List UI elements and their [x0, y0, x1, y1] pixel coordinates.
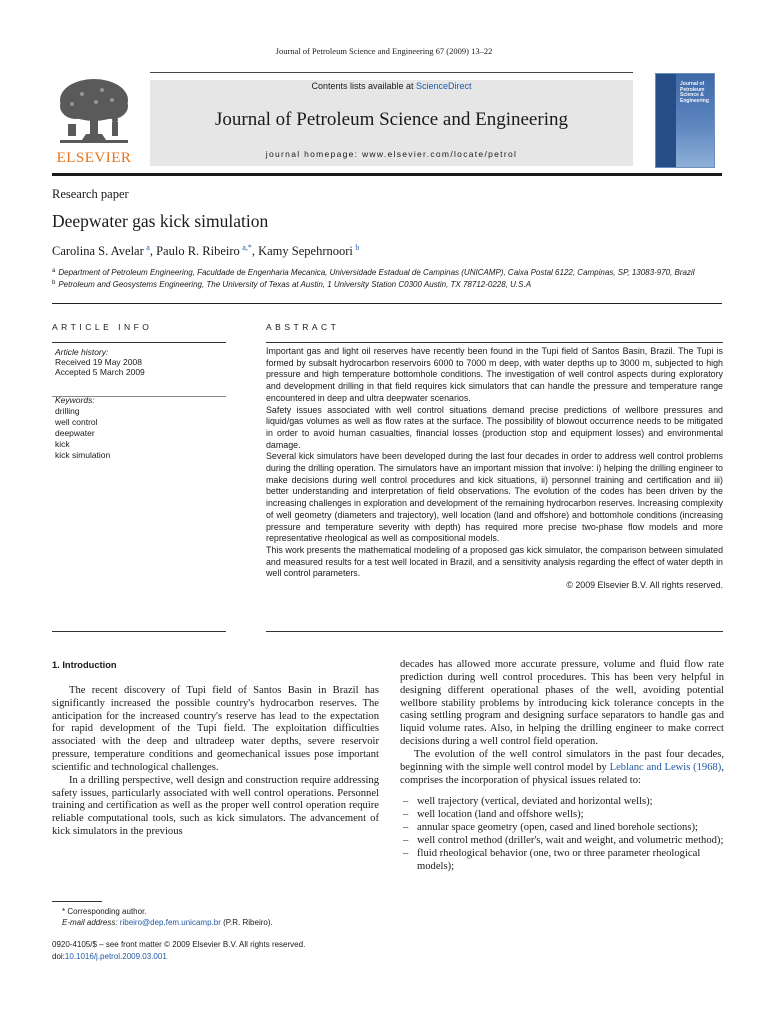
abstract-heading: ABSTRACT — [266, 322, 340, 332]
accepted-date: Accepted 5 March 2009 — [55, 367, 145, 377]
author-affiliation-mark[interactable]: a — [146, 243, 150, 252]
affiliation-mark: a — [52, 268, 56, 274]
author-name[interactable]: Carolina S. Avelar — [52, 244, 144, 259]
body-paragraph: decades has allowed more accurate pressure, volume and fluid flow rate prediction during well control procedures. This has been very helpful in designing different operational phases of the well, avoiding potential wellbore stability problems by introducing kick tolerance concepts in the casing settling program and designing surface separators to handle gas and liquid volume rates. Also, in helping the drilling engineer to make correct decisions during a well control field operation. — [400, 659, 724, 748]
keywords — [55, 395, 110, 461]
front-matter-rule — [52, 303, 722, 304]
masthead-bottom-rule — [52, 173, 722, 176]
cover-stripe — [656, 74, 676, 167]
affiliation-mark: b — [52, 280, 56, 286]
author-email-link[interactable]: ribeiro@dep.fem.unicamp.br — [119, 918, 221, 927]
physical-issues-list — [400, 796, 724, 873]
masthead-top-rule — [150, 72, 633, 73]
list-item: – well trajectory (vertical, deviated and horizontal wells); — [400, 796, 724, 809]
contents-line — [150, 81, 633, 91]
list-item: – well control method (driller's, wait and weight, and volumetric method); — [400, 835, 724, 848]
abstract-body — [266, 346, 723, 592]
author-affiliation-mark[interactable]: a,* — [242, 243, 252, 252]
keyword: well control — [55, 417, 98, 427]
issn-notice: 0920-4105/$ – see front matter © 2009 Elsevier B.V. All rights reserved. — [52, 940, 306, 949]
body-column-left — [52, 659, 379, 839]
body-paragraph: The evolution of the well control simulators in the past four decades, beginning with the simple well control model by Leblanc and Lewis (1968), comprises the incorporation of physical issues related to: — [400, 748, 724, 786]
abstract-paragraph: Safety issues associated with well control situations demand precise predictions of wellbore pressures and liquid/gas volumes as well as flow rates at the surface. The possibility of blowout occurrence needs to be mitigated in order to avoid human casualties, financial losses (production stop and equipment losses) and environmental damage. — [266, 404, 723, 450]
article-title: Deepwater gas kick simulation — [52, 211, 269, 231]
author-name[interactable]: Paulo R. Ribeiro — [156, 244, 240, 259]
article-info-rule — [52, 342, 226, 343]
keyword: drilling — [55, 406, 80, 416]
publication-info — [52, 939, 305, 962]
publisher-name: ELSEVIER — [56, 150, 132, 166]
abstract-paragraph: Important gas and light oil reserves have recently been found in the Tupi field of Santos Basin, Brazil. The Tupi is formed by subsalt hydrocarbon reservoirs 6000 to 7000 m deep, with water depths up to 3000 m, subjected to high pressure and high temperature bottomhole conditions. The investigation of well control aspects during exploratory and development drilling in that field requires kick simulators that can handle the pressure and temperature range encountered in deep and ultra deepwater scenarios. — [266, 346, 723, 403]
keyword: deepwater — [55, 428, 95, 438]
email-suffix: (P.R. Ribeiro). — [220, 918, 273, 927]
corresponding-author-footnote — [52, 906, 273, 928]
list-item: – well location (land and offshore wells); — [400, 809, 724, 822]
article-info-bottom-rule — [52, 631, 226, 632]
footnote-rule — [52, 901, 102, 902]
section-heading: 1. Introduction — [52, 660, 117, 670]
abstract-paragraph: Several kick simulators have been developed during the last four decades in order to address well control problems during the drilling operation. The simulators have an important mission that involve: i) helping the drilling engineer to make decisions during well control procedures and kick situations, ii) personnel training and certification and iii) better understanding and interpretation of field observations. The evolution of the codes has been driven by the increasing challenges in exploration and development of the remaining hydrocarbon reserves. Increasing complexity of well geometry (diameters and trajectory), well location (land and offshore) and bottomhole conditions (increasing pressure and temperature severity with depth) has required more precise two-phase flow models and more representative rheological as well as compositional models. — [266, 451, 723, 544]
article-type: Research paper — [52, 187, 129, 201]
cover-title: Journal of Petroleum Science & Engineering — [680, 81, 709, 104]
corresponding-label: Corresponding author. — [67, 907, 147, 916]
history-label: Article history: — [55, 347, 109, 357]
abstract-rule — [266, 342, 723, 343]
doi-label: doi: — [52, 951, 65, 961]
email-label: E-mail address: — [62, 918, 120, 927]
affiliation-b — [52, 280, 531, 289]
keywords-label: Keywords: — [55, 395, 95, 405]
author-name[interactable]: Kamy Sepehrnoori — [258, 244, 353, 259]
author-list: Carolina S. Avelar $^a$, Paulo R. Ribeiro $^{a,*}$, Kamy Sepehrnoori $^b$ — [52, 243, 360, 259]
copyright-notice: © 2009 Elsevier B.V. All rights reserved. — [566, 580, 723, 591]
abstract-paragraph: This work presents the mathematical modeling of a proposed gas kick simulator, the comparison between simulated and measured results for a test well located in Brazil, and a sensitivity analysis regarding the effect of water depth in well control parameters. — [266, 544, 723, 579]
running-head: Journal of Petroleum Science and Engineering 67 (2009) 13–22 — [275, 46, 493, 56]
keyword: kick simulation — [55, 450, 111, 460]
article-info-heading: ARTICLE INFO — [52, 322, 153, 332]
body-column-right — [400, 659, 724, 874]
list-item: – annular space geometry (open, cased and lined borehole sections); — [400, 822, 724, 835]
affiliation-text: Department of Petroleum Engineering, Faculdade de Engenharia Mecanica, Universidade Estadual de Campinas (UNICAMP), Caixa Postal 6122, Campinas, SP, 13083-970, Brazil — [58, 268, 695, 277]
affiliation-a — [52, 268, 695, 277]
sciencedirect-link[interactable]: ScienceDirect — [416, 81, 472, 91]
journal-homepage[interactable]: journal homepage: www.elsevier.com/locate/petrol — [265, 149, 518, 159]
affiliation-text: Petroleum and Geosystems Engineering, The University of Texas at Austin, 1 University Station C0300 Austin, TX 78712-0228, U.S.A — [58, 280, 532, 289]
body-paragraph: In a drilling perspective, well design and construction require addressing safety issues, particularly associated with well control operations. Personnel training and certification as well as the proper well control operation require reliable computational tools, such as kick simulators. The advancement of kick simulators in the previous — [52, 774, 379, 838]
abstract-bottom-rule — [266, 631, 723, 632]
footnote-mark: * — [62, 907, 66, 916]
journal-title: Journal of Petroleum Science and Engineering — [215, 109, 568, 130]
list-item: – fluid rheological behavior (one, two or three parameter rheological models); — [400, 848, 724, 874]
body-paragraph: The recent discovery of Tupi field of Santos Basin in Brazil has significantly increased the possible country's hydrocarbon reserves. The anticipation for the increased country's reserve has lead to the expectation for rapid development of the Tupi field. The exploitation difficulties associated with the deep and ultradeep water depths, severe reservoir pressure, temperature conditions and geomechanical issues pose important scientific and technological challenges. — [52, 684, 379, 773]
author-affiliation-mark[interactable]: b — [355, 243, 360, 252]
reference-link[interactable]: Leblanc and Lewis (1968) — [609, 761, 722, 773]
doi-link[interactable]: 10.1016/j.petrol.2009.03.001 — [64, 951, 167, 961]
received-date: Received 19 May 2008 — [55, 357, 142, 367]
article-history — [55, 347, 145, 377]
journal-cover-thumbnail — [655, 73, 715, 168]
keyword: kick — [55, 439, 70, 449]
contents-prefix: Contents lists available at — [311, 81, 417, 91]
